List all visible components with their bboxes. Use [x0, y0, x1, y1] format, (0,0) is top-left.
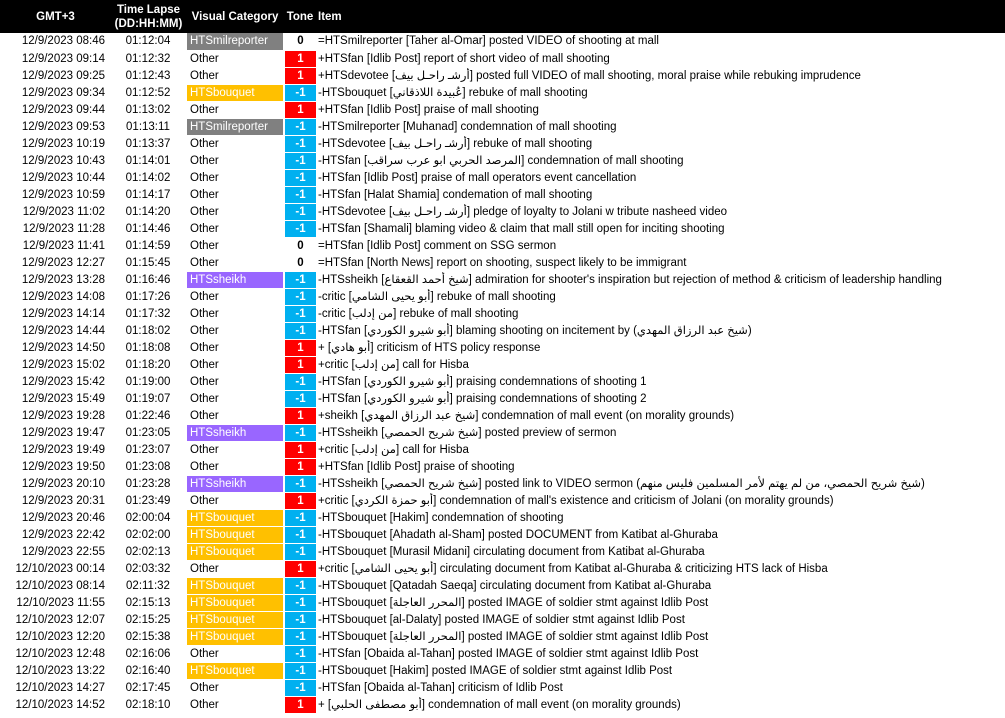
row-item: -HTSbouquet [المحرر العاجلة] posted IMAGE of soldier stmt against Idlib Post — [316, 594, 1005, 611]
row-datetime: 12/9/2023 08:46 — [0, 33, 111, 50]
row-time-lapse: 01:17:32 — [111, 305, 186, 322]
row-item: -HTSbouquet [al-Dalaty] posted IMAGE of soldier stmt against Idlib Post — [316, 611, 1005, 628]
row-time-lapse: 01:14:02 — [111, 169, 186, 186]
row-datetime: 12/9/2023 20:10 — [0, 475, 111, 492]
row-item: -critic [أبو يحيى الشامي] rebuke of mall shooting — [316, 288, 1005, 305]
row-item: -HTSbouquet [Qatadah Saeqa] circulating document from Katibat al-Ghuraba — [316, 577, 1005, 594]
table-row — [0, 101, 1005, 118]
row-time-lapse: 01:23:49 — [111, 492, 186, 509]
header-row — [0, 0, 1005, 33]
row-time-lapse: 01:18:02 — [111, 322, 186, 339]
row-item: -HTSbouquet [Hakim] condemnation of shooting — [316, 509, 1005, 526]
row-datetime: 12/9/2023 09:14 — [0, 50, 111, 67]
row-visual-category: HTSmilreporter — [186, 33, 284, 50]
table-row — [0, 475, 1005, 492]
row-visual-category: Other — [186, 322, 284, 339]
row-tone: -1 — [284, 628, 316, 645]
row-visual-category: Other — [186, 169, 284, 186]
row-tone: -1 — [284, 526, 316, 543]
row-time-lapse: 02:15:38 — [111, 628, 186, 645]
row-tone: -1 — [284, 577, 316, 594]
row-item: -HTSfan [Obaida al-Tahan] posted IMAGE of soldier stmt against Idlib Post — [316, 645, 1005, 662]
row-time-lapse: 01:12:32 — [111, 50, 186, 67]
row-time-lapse: 02:15:13 — [111, 594, 186, 611]
row-visual-category: Other — [186, 407, 284, 424]
table-row — [0, 169, 1005, 186]
row-item: +HTSfan [Idlib Post] praise of mall shooting — [316, 101, 1005, 118]
table-row — [0, 543, 1005, 560]
row-visual-category: Other — [186, 645, 284, 662]
row-item: +critic [من إدلب] call for Hisba — [316, 356, 1005, 373]
row-time-lapse: 01:18:08 — [111, 339, 186, 356]
row-datetime: 12/9/2023 09:34 — [0, 84, 111, 101]
row-visual-category: Other — [186, 373, 284, 390]
row-item: + [أبو هادي] criticism of HTS policy response — [316, 339, 1005, 356]
row-item: -HTSbouquet [Murasil Midani] circulating document from Katibat al-Ghuraba — [316, 543, 1005, 560]
row-time-lapse: 01:19:07 — [111, 390, 186, 407]
row-tone: 1 — [284, 407, 316, 424]
row-item: +HTSfan [Idlib Post] report of short video of mall shooting — [316, 50, 1005, 67]
table-row — [0, 152, 1005, 169]
row-visual-category: Other — [186, 560, 284, 577]
header-time-lapse — [111, 0, 186, 33]
row-time-lapse: 01:23:08 — [111, 458, 186, 475]
table-row — [0, 594, 1005, 611]
row-tone: -1 — [284, 679, 316, 696]
table-row — [0, 203, 1005, 220]
row-time-lapse: 01:13:11 — [111, 118, 186, 135]
row-datetime: 12/9/2023 10:19 — [0, 135, 111, 152]
row-visual-category: Other — [186, 101, 284, 118]
row-item: +HTSdevotee [أرشـ راحـل بيف] posted full VIDEO of mall shooting, moral praise while rebuking imprudence — [316, 67, 1005, 84]
row-datetime: 12/9/2023 09:25 — [0, 67, 111, 84]
row-time-lapse: 01:23:28 — [111, 475, 186, 492]
row-time-lapse: 02:03:32 — [111, 560, 186, 577]
row-datetime: 12/9/2023 10:59 — [0, 186, 111, 203]
row-tone: 0 — [284, 254, 316, 271]
row-time-lapse: 01:17:26 — [111, 288, 186, 305]
row-visual-category: HTSbouquet — [186, 84, 284, 101]
row-tone: -1 — [284, 305, 316, 322]
row-visual-category: Other — [186, 67, 284, 84]
table-row — [0, 67, 1005, 84]
row-visual-category: Other — [186, 679, 284, 696]
header-tone: Tone — [286, 10, 314, 23]
row-tone: 1 — [284, 356, 316, 373]
row-tone: 1 — [284, 560, 316, 577]
row-item: -HTSfan [أبو شيرو الكوردي] praising condemnations of shooting 2 — [316, 390, 1005, 407]
row-time-lapse: 01:15:45 — [111, 254, 186, 271]
row-datetime: 12/10/2023 14:52 — [0, 696, 111, 713]
row-time-lapse: 01:23:05 — [111, 424, 186, 441]
row-item: -HTSfan [Halat Shamia] condemation of mall shooting — [316, 186, 1005, 203]
row-item: -HTSbouquet [عُبيدة اللاذقاني] rebuke of mall shooting — [316, 84, 1005, 101]
row-visual-category: HTSbouquet — [186, 509, 284, 526]
header-visual-category: Visual Category — [191, 10, 279, 23]
table-row — [0, 424, 1005, 441]
row-tone: -1 — [284, 424, 316, 441]
row-datetime: 12/9/2023 15:49 — [0, 390, 111, 407]
row-time-lapse: 01:13:02 — [111, 101, 186, 118]
table-row — [0, 390, 1005, 407]
row-datetime: 12/9/2023 22:42 — [0, 526, 111, 543]
row-item: =HTSfan [North News] report on shooting, suspect likely to be immigrant — [316, 254, 1005, 271]
header-time-lapse-line2: (DD:HH:MM) — [114, 17, 183, 30]
row-visual-category: Other — [186, 339, 284, 356]
row-item: -HTSfan [Idlib Post] praise of mall operators event cancellation — [316, 169, 1005, 186]
row-visual-category: Other — [186, 152, 284, 169]
row-time-lapse: 01:14:59 — [111, 237, 186, 254]
row-visual-category: Other — [186, 50, 284, 67]
row-item: +critic [أبو يحيى الشامي] circulating document from Katibat al-Ghuraba & criticizing HTS lack of Hisba — [316, 560, 1005, 577]
row-item: -HTSbouquet [المحرر العاجلة] posted IMAGE of soldier stmt against Idlib Post — [316, 628, 1005, 645]
row-visual-category: HTSsheikh — [186, 424, 284, 441]
row-time-lapse: 01:16:46 — [111, 271, 186, 288]
row-time-lapse: 02:16:40 — [111, 662, 186, 679]
row-datetime: 12/9/2023 11:02 — [0, 203, 111, 220]
table-row — [0, 679, 1005, 696]
row-visual-category: HTSbouquet — [186, 526, 284, 543]
row-visual-category: HTSbouquet — [186, 628, 284, 645]
row-datetime: 12/9/2023 14:44 — [0, 322, 111, 339]
table-row — [0, 696, 1005, 713]
row-datetime: 12/9/2023 14:08 — [0, 288, 111, 305]
row-item: + [أبو مصطفى الحلبي] condemnation of mall event (on morality grounds) — [316, 696, 1005, 713]
row-datetime: 12/10/2023 08:14 — [0, 577, 111, 594]
row-datetime: 12/9/2023 19:47 — [0, 424, 111, 441]
row-visual-category: HTSbouquet — [186, 662, 284, 679]
row-time-lapse: 01:14:01 — [111, 152, 186, 169]
row-tone: -1 — [284, 135, 316, 152]
row-tone: 1 — [284, 101, 316, 118]
row-datetime: 12/10/2023 11:55 — [0, 594, 111, 611]
row-visual-category: Other — [186, 390, 284, 407]
row-datetime: 12/10/2023 14:27 — [0, 679, 111, 696]
table-row — [0, 611, 1005, 628]
row-visual-category: Other — [186, 356, 284, 373]
row-visual-category: Other — [186, 220, 284, 237]
row-tone: 0 — [284, 237, 316, 254]
table-row — [0, 118, 1005, 135]
table-row — [0, 254, 1005, 271]
row-datetime: 12/9/2023 10:43 — [0, 152, 111, 169]
row-visual-category: HTSsheikh — [186, 271, 284, 288]
row-item: +critic [أبو حمزة الكردي] condemnation of mall's existence and criticism of Jolani (on morality grounds) — [316, 492, 1005, 509]
row-datetime: 12/10/2023 00:14 — [0, 560, 111, 577]
table-row — [0, 458, 1005, 475]
table-row — [0, 356, 1005, 373]
row-datetime: 12/10/2023 12:07 — [0, 611, 111, 628]
row-tone: 1 — [284, 339, 316, 356]
row-time-lapse: 01:14:17 — [111, 186, 186, 203]
row-tone: -1 — [284, 288, 316, 305]
row-item: +sheikh [شيخ عبد الرزاق المهدي] condemnation of mall event (on morality grounds) — [316, 407, 1005, 424]
header-time-lapse-line1: Time Lapse — [116, 3, 181, 16]
row-tone: -1 — [284, 373, 316, 390]
row-visual-category: Other — [186, 254, 284, 271]
row-item: -critic [من إدلب] rebuke of mall shooting — [316, 305, 1005, 322]
row-tone: 1 — [284, 696, 316, 713]
table-row — [0, 50, 1005, 67]
row-visual-category: HTSbouquet — [186, 577, 284, 594]
row-time-lapse: 01:22:46 — [111, 407, 186, 424]
row-tone: 1 — [284, 50, 316, 67]
row-datetime: 12/9/2023 14:50 — [0, 339, 111, 356]
row-tone: -1 — [284, 662, 316, 679]
row-time-lapse: 01:12:43 — [111, 67, 186, 84]
row-item: -HTSfan [أبو شيرو الكوردي] blaming shooting on incitement by (شيخ عبد الرزاق المهدي) — [316, 322, 1005, 339]
row-time-lapse: 01:18:20 — [111, 356, 186, 373]
row-datetime: 12/9/2023 15:02 — [0, 356, 111, 373]
row-datetime: 12/9/2023 19:50 — [0, 458, 111, 475]
row-time-lapse: 02:11:32 — [111, 577, 186, 594]
row-datetime: 12/9/2023 12:27 — [0, 254, 111, 271]
row-item: +critic [من إدلب] call for Hisba — [316, 441, 1005, 458]
row-time-lapse: 02:18:10 — [111, 696, 186, 713]
table-row — [0, 186, 1005, 203]
table-row — [0, 628, 1005, 645]
row-datetime: 12/10/2023 12:20 — [0, 628, 111, 645]
row-datetime: 12/9/2023 09:44 — [0, 101, 111, 118]
row-item: -HTSdevotee [أرشـ راحـل بيف] pledge of loyalty to Jolani w tribute nasheed video — [316, 203, 1005, 220]
table-row — [0, 305, 1005, 322]
row-tone: -1 — [284, 118, 316, 135]
row-visual-category: Other — [186, 186, 284, 203]
header-gmt: GMT+3 — [36, 10, 75, 23]
table-row — [0, 492, 1005, 509]
row-tone: 1 — [284, 67, 316, 84]
row-datetime: 12/9/2023 10:44 — [0, 169, 111, 186]
row-item: -HTSfan [أبو شيرو الكوردي] praising condemnations of shooting 1 — [316, 373, 1005, 390]
row-visual-category: HTSsheikh — [186, 475, 284, 492]
row-datetime: 12/9/2023 11:28 — [0, 220, 111, 237]
row-visual-category: Other — [186, 696, 284, 713]
row-tone: -1 — [284, 220, 316, 237]
table-row — [0, 135, 1005, 152]
row-visual-category: HTSmilreporter — [186, 118, 284, 135]
row-time-lapse: 02:15:25 — [111, 611, 186, 628]
row-tone: -1 — [284, 186, 316, 203]
row-item: =HTSmilreporter [Taher al-Omar] posted VIDEO of shooting at mall — [316, 33, 1005, 50]
row-tone: -1 — [284, 390, 316, 407]
row-time-lapse: 01:23:07 — [111, 441, 186, 458]
row-item: -HTSfan [Shamali] blaming video & claim that mall still open for inciting shooting — [316, 220, 1005, 237]
row-time-lapse: 02:17:45 — [111, 679, 186, 696]
table-row — [0, 373, 1005, 390]
row-item: -HTSsheikh [شيخ شريح الحمصي] posted link to VIDEO sermon (شيخ شريح الحمصي، من لم يهتم لأمر المسلمين فليس منهم) — [316, 475, 1005, 492]
row-item: -HTSsheikh [شيخ أحمد القعقاع] admiration for shooter's inspiration but rejection of method & criticism of leadership handling — [316, 271, 1005, 288]
row-tone: -1 — [284, 594, 316, 611]
row-time-lapse: 01:14:20 — [111, 203, 186, 220]
table-row — [0, 322, 1005, 339]
row-datetime: 12/9/2023 13:28 — [0, 271, 111, 288]
row-item: -HTSbouquet [Ahadath al-Sham] posted DOCUMENT from Katibat al-Ghuraba — [316, 526, 1005, 543]
row-time-lapse: 02:02:00 — [111, 526, 186, 543]
row-time-lapse: 02:16:06 — [111, 645, 186, 662]
row-datetime: 12/9/2023 15:42 — [0, 373, 111, 390]
table-row — [0, 645, 1005, 662]
row-item: -HTSsheikh [شيخ شريح الحمصي] posted preview of sermon — [316, 424, 1005, 441]
row-time-lapse: 02:00:04 — [111, 509, 186, 526]
table-row — [0, 407, 1005, 424]
row-datetime: 12/9/2023 20:31 — [0, 492, 111, 509]
row-tone: 1 — [284, 458, 316, 475]
row-item: +HTSfan [Idlib Post] praise of shooting — [316, 458, 1005, 475]
row-item: -HTSdevotee [أرشـ راحـل بيف] rebuke of mall shooting — [316, 135, 1005, 152]
table-row — [0, 662, 1005, 679]
row-tone: 1 — [284, 441, 316, 458]
row-tone: -1 — [284, 271, 316, 288]
row-visual-category: Other — [186, 458, 284, 475]
row-time-lapse: 01:12:52 — [111, 84, 186, 101]
row-tone: -1 — [284, 169, 316, 186]
row-datetime: 12/10/2023 12:48 — [0, 645, 111, 662]
row-time-lapse: 01:13:37 — [111, 135, 186, 152]
row-tone: -1 — [284, 84, 316, 101]
row-datetime: 12/9/2023 22:55 — [0, 543, 111, 560]
table-row — [0, 33, 1005, 50]
table-row — [0, 526, 1005, 543]
table-row — [0, 509, 1005, 526]
row-item: -HTSfan [المرصد الحربي ابو عرب سراقب] condemnation of mall shooting — [316, 152, 1005, 169]
table-row — [0, 84, 1005, 101]
table-row — [0, 339, 1005, 356]
row-visual-category: Other — [186, 135, 284, 152]
row-datetime: 12/9/2023 11:41 — [0, 237, 111, 254]
row-tone: -1 — [284, 543, 316, 560]
row-datetime: 12/9/2023 14:14 — [0, 305, 111, 322]
row-datetime: 12/9/2023 20:46 — [0, 509, 111, 526]
row-datetime: 12/9/2023 09:53 — [0, 118, 111, 135]
row-tone: -1 — [284, 322, 316, 339]
row-item: =HTSfan [Idlib Post] comment on SSG sermon — [316, 237, 1005, 254]
row-tone: 0 — [284, 33, 316, 50]
row-visual-category: Other — [186, 203, 284, 220]
row-visual-category: HTSbouquet — [186, 594, 284, 611]
row-tone: -1 — [284, 475, 316, 492]
row-visual-category: HTSbouquet — [186, 611, 284, 628]
row-time-lapse: 02:02:13 — [111, 543, 186, 560]
row-item: -HTSmilreporter [Muhanad] condemnation of mall shooting — [316, 118, 1005, 135]
row-visual-category: HTSbouquet — [186, 543, 284, 560]
header-item: Item — [318, 10, 342, 23]
table-row — [0, 288, 1005, 305]
table-row — [0, 560, 1005, 577]
row-tone: -1 — [284, 509, 316, 526]
row-visual-category: Other — [186, 492, 284, 509]
table-row — [0, 237, 1005, 254]
row-visual-category: Other — [186, 237, 284, 254]
row-visual-category: Other — [186, 441, 284, 458]
row-tone: -1 — [284, 645, 316, 662]
row-datetime: 12/9/2023 19:49 — [0, 441, 111, 458]
table-row — [0, 220, 1005, 237]
row-tone: -1 — [284, 203, 316, 220]
row-tone: 1 — [284, 492, 316, 509]
row-item: -HTSfan [Obaida al-Tahan] criticism of Idlib Post — [316, 679, 1005, 696]
row-visual-category: Other — [186, 288, 284, 305]
table-row — [0, 441, 1005, 458]
row-time-lapse: 01:12:04 — [111, 33, 186, 50]
row-datetime: 12/10/2023 13:22 — [0, 662, 111, 679]
table-row — [0, 271, 1005, 288]
row-visual-category: Other — [186, 305, 284, 322]
table-row — [0, 577, 1005, 594]
row-time-lapse: 01:19:00 — [111, 373, 186, 390]
row-time-lapse: 01:14:46 — [111, 220, 186, 237]
row-tone: -1 — [284, 152, 316, 169]
row-item: -HTSbouquet [Hakim] posted IMAGE of soldier stmt against Idlib Post — [316, 662, 1005, 679]
row-datetime: 12/9/2023 19:28 — [0, 407, 111, 424]
row-tone: -1 — [284, 611, 316, 628]
